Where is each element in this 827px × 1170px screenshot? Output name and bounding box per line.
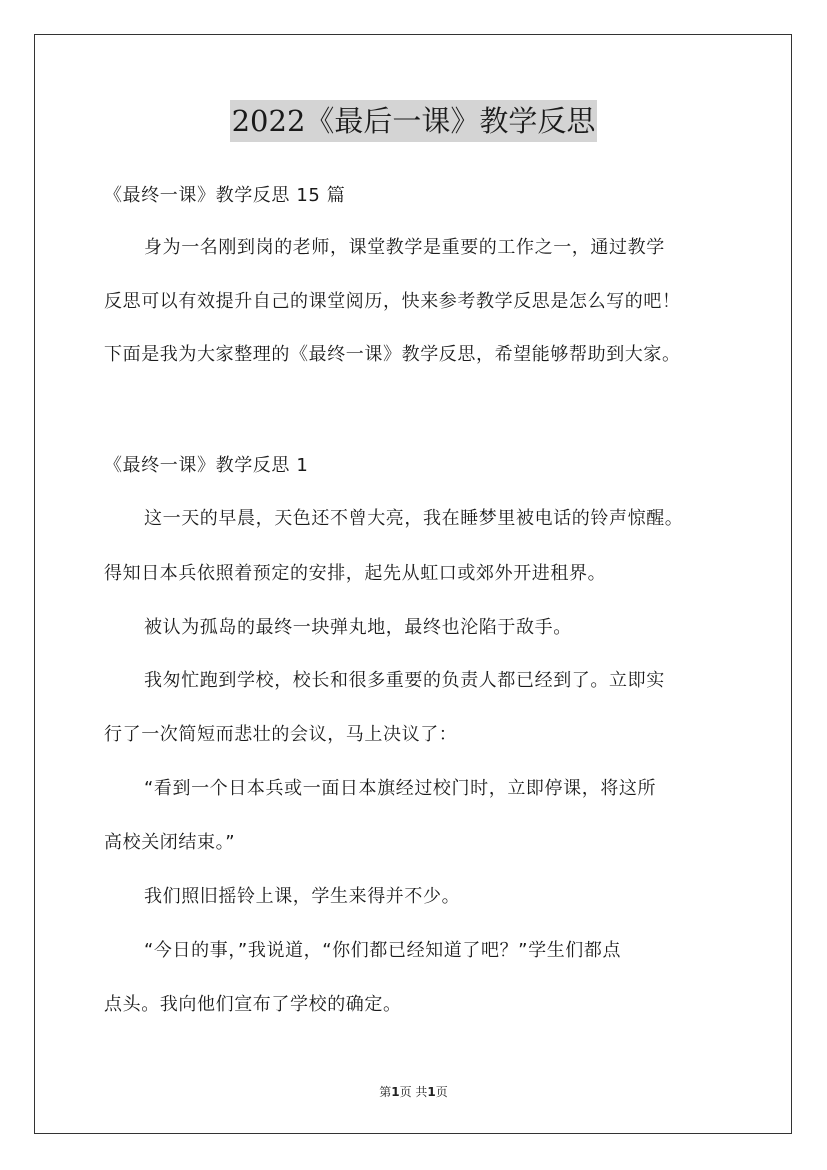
footer-page-total: 1 — [427, 1085, 436, 1099]
section-heading: 《最终一课》教学反思 1 — [104, 455, 309, 476]
title-container — [0, 100, 827, 142]
intro-line-3: 下面是我为大家整理的《最终一课》教学反思，希望能够帮助到大家。 — [104, 344, 681, 365]
body-line-6: “看到一个日本兵或一面日本旗经过校门时，立即停课，将这所 — [144, 778, 657, 799]
page-footer — [0, 1084, 827, 1100]
document-subtitle: 《最终一课》教学反思 15 篇 — [104, 185, 346, 206]
intro-line-1: 身为一名刚到岗的老师，课堂教学是重要的工作之一，通过教学 — [144, 237, 665, 258]
body-line-4: 我匆忙跑到学校，校长和很多重要的负责人都已经到了。立即实 — [144, 670, 665, 691]
intro-line-2: 反思可以有效提升自己的课堂阅历，快来参考教学反思是怎么写的吧！ — [104, 291, 681, 312]
document-title: 2022《最后一课》教学反思 — [230, 100, 598, 142]
body-line-8: 我们照旧摇铃上课，学生来得并不少。 — [144, 886, 461, 907]
body-line-2: 得知日本兵依照着预定的安排，起先从虹口或郊外开进租界。 — [104, 563, 607, 584]
body-line-7: 高校关闭结束。” — [104, 832, 236, 853]
body-line-9: “今日的事，”我说道，“你们都已经知道了吧？”学生们都点 — [144, 940, 622, 961]
footer-page-mid: 页 共 — [399, 1085, 428, 1099]
body-line-3: 被认为孤岛的最终一块弹丸地，最终也沦陷于敌手。 — [144, 617, 572, 638]
body-line-1: 这一天的早晨，天色还不曾大亮，我在睡梦里被电话的铃声惊醒。 — [144, 508, 684, 529]
body-line-10: 点头。我向他们宣布了学校的确定。 — [104, 994, 402, 1015]
footer-page-suffix: 页 — [435, 1085, 448, 1099]
footer-page-current: 1 — [391, 1085, 400, 1099]
body-line-5: 行了一次简短而悲壮的会议，马上决议了： — [104, 724, 458, 745]
footer-page-prefix: 第 — [379, 1085, 392, 1099]
